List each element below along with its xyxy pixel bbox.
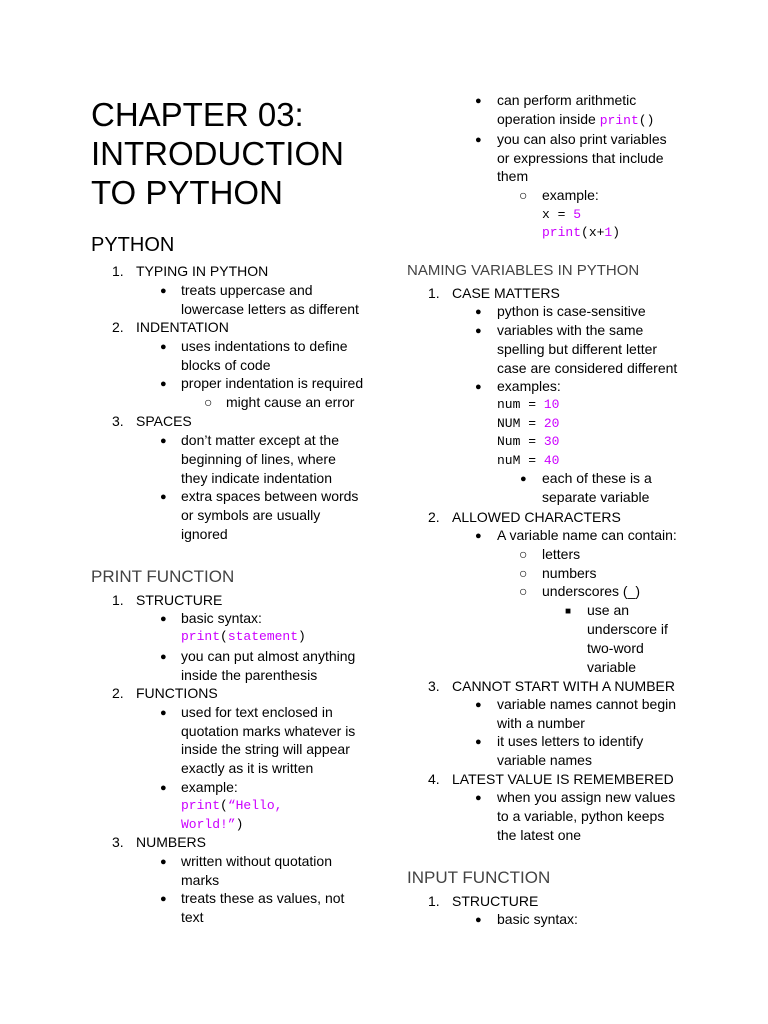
bullet-text: variable names cannot begin [497, 696, 677, 712]
bullet-icon: ● [160, 893, 167, 905]
bullet-text: each of these is a [542, 470, 652, 486]
list-number: 1. [112, 592, 124, 608]
list-item-label: LATEST VALUE IS REMEMBERED [452, 771, 674, 787]
list-number: 2. [428, 509, 440, 525]
bullet-text: inside the string will appear [181, 741, 350, 757]
code-snippet: x = 5 [542, 207, 582, 222]
circle-bullet-icon: ○ [519, 565, 528, 581]
bullet-icon: ● [160, 341, 167, 353]
chapter-title-line-1: CHAPTER 03: [91, 96, 304, 133]
bullet-text: uses indentations to define [181, 338, 348, 354]
list-number: 3. [112, 413, 124, 429]
bullet-text: variable names [497, 752, 592, 768]
list-item-label: STRUCTURE [452, 893, 539, 909]
bullet-text: variables with the same [497, 322, 644, 338]
bullet-icon: ● [160, 856, 167, 868]
input-function-heading: INPUT FUNCTION [407, 868, 551, 887]
bullet-text: example: [181, 779, 238, 795]
bullet-icon: ● [475, 306, 482, 318]
code-snippet: print(“Hello, [181, 798, 283, 813]
sub-sub-bullet-text: underscore if [587, 621, 668, 637]
sub-bullet-text: might cause an error [226, 394, 355, 410]
bullet-icon: ● [475, 325, 482, 337]
bullet-text: case are considered different [497, 360, 678, 376]
list-item-label: FUNCTIONS [136, 685, 218, 701]
bullet-icon: ● [160, 491, 167, 503]
bullet-icon: ● [160, 285, 167, 297]
list-item-label: NUMBERS [136, 834, 207, 850]
bullet-text: them [497, 168, 529, 184]
sub-bullet-text: numbers [542, 565, 597, 581]
bullet-text: beginning of lines, where [181, 451, 336, 467]
bullet-icon: ● [475, 699, 482, 711]
circle-bullet-icon: ○ [519, 583, 528, 599]
code-snippet: Num = 30 [497, 434, 560, 449]
bullet-text: text [181, 909, 204, 925]
sub-bullet-text: underscores (_) [542, 583, 641, 599]
bullet-icon: ● [160, 435, 167, 447]
code-snippet: NUM = 20 [497, 416, 560, 431]
bullet-text: don’t matter except at the [181, 432, 339, 448]
bullet-icon: ● [520, 473, 527, 485]
circle-bullet-icon: ○ [204, 394, 213, 410]
circle-bullet-icon: ○ [519, 187, 528, 203]
list-item-label: TYPING IN PYTHON [136, 263, 269, 279]
bullet-text: examples: [497, 378, 561, 394]
chapter-title-line-2: INTRODUCTION [91, 135, 344, 172]
code-snippet: num = 10 [497, 397, 560, 412]
bullet-text: python is case-sensitive [497, 303, 646, 319]
bullet-icon: ● [160, 378, 167, 390]
chapter-title-line-3: TO PYTHON [91, 174, 283, 211]
bullet-text: or symbols are usually [181, 507, 321, 523]
list-number: 2. [112, 685, 124, 701]
bullet-text: operation inside print() [497, 111, 655, 128]
bullet-text: they indicate indentation [181, 470, 332, 486]
bullet-text: treats uppercase and [181, 282, 313, 298]
bullet-text: inside the parenthesis [181, 667, 318, 683]
bullet-icon: ● [475, 792, 482, 804]
bullet-text: marks [181, 872, 220, 888]
list-item-label: STRUCTURE [136, 592, 223, 608]
bullet-text: lowercase letters as different [181, 301, 359, 317]
code-snippet: print(x+1) [542, 225, 621, 240]
bullet-text: you can put almost anything [181, 648, 356, 664]
bullet-icon: ● [160, 613, 167, 625]
code-snippet: print(statement) [181, 629, 306, 644]
bullet-text: proper indentation is required [181, 375, 364, 391]
sub-sub-bullet-text: variable [587, 659, 637, 675]
bullet-text: separate variable [542, 489, 650, 505]
list-item-label: CANNOT START WITH A NUMBER [452, 678, 675, 694]
sub-bullet-text: letters [542, 546, 581, 562]
bullet-text: you can also print variables [497, 131, 667, 147]
list-number: 3. [428, 678, 440, 694]
bullet-text: with a number [497, 715, 585, 731]
bullet-text: quotation marks whatever is [181, 723, 356, 739]
sub-sub-bullet-text: two-word [587, 640, 644, 656]
list-item-label: ALLOWED CHARACTERS [452, 509, 621, 525]
python-heading: PYTHON [91, 234, 175, 256]
bullet-text: written without quotation [181, 853, 332, 869]
print-function-heading: PRINT FUNCTION [91, 567, 235, 586]
bullet-text: or expressions that include [497, 150, 664, 166]
bullet-text: exactly as it is written [181, 760, 314, 776]
list-item-label: INDENTATION [136, 319, 229, 335]
bullet-icon: ● [475, 381, 482, 393]
bullet-text: can perform arithmetic [497, 92, 637, 108]
list-item-label: CASE MATTERS [452, 285, 560, 301]
bullet-text: when you assign new values [497, 789, 676, 805]
bullet-icon: ● [475, 914, 482, 926]
bullet-icon: ● [475, 736, 482, 748]
list-number: 2. [112, 319, 124, 335]
bullet-icon: ● [475, 134, 482, 146]
bullet-icon: ● [475, 95, 482, 107]
bullet-text: ignored [181, 526, 228, 542]
bullet-text: blocks of code [181, 357, 271, 373]
bullet-icon: ● [475, 530, 482, 542]
list-item-label: SPACES [136, 413, 192, 429]
bullet-text: spelling but different letter [497, 341, 658, 357]
bullet-text: treats these as values, not [181, 890, 345, 906]
naming-variables-heading: NAMING VARIABLES IN PYTHON [407, 262, 640, 279]
list-number: 1. [428, 893, 440, 909]
list-number: 3. [112, 834, 124, 850]
bullet-text: used for text enclosed in [181, 704, 333, 720]
list-number: 1. [112, 263, 124, 279]
bullet-text: basic syntax: [497, 911, 578, 927]
bullet-text: the latest one [497, 827, 582, 843]
code-snippet: World!”) [181, 817, 244, 832]
bullet-icon: ● [160, 782, 167, 794]
sub-bullet-text: example: [542, 187, 599, 203]
bullet-text: extra spaces between words [181, 488, 359, 504]
bullet-text: basic syntax: [181, 610, 262, 626]
circle-bullet-icon: ○ [519, 546, 528, 562]
sub-sub-bullet-text: use an [587, 602, 630, 618]
bullet-icon: ● [160, 707, 167, 719]
bullet-text: A variable name can contain: [497, 527, 677, 543]
bullet-icon: ● [160, 651, 167, 663]
list-number: 4. [428, 771, 440, 787]
square-bullet-icon: ■ [565, 606, 572, 617]
code-snippet: nuM = 40 [497, 453, 560, 468]
list-number: 1. [428, 285, 440, 301]
bullet-text: to a variable, python keeps [497, 808, 665, 824]
bullet-text: it uses letters to identify [497, 733, 644, 749]
